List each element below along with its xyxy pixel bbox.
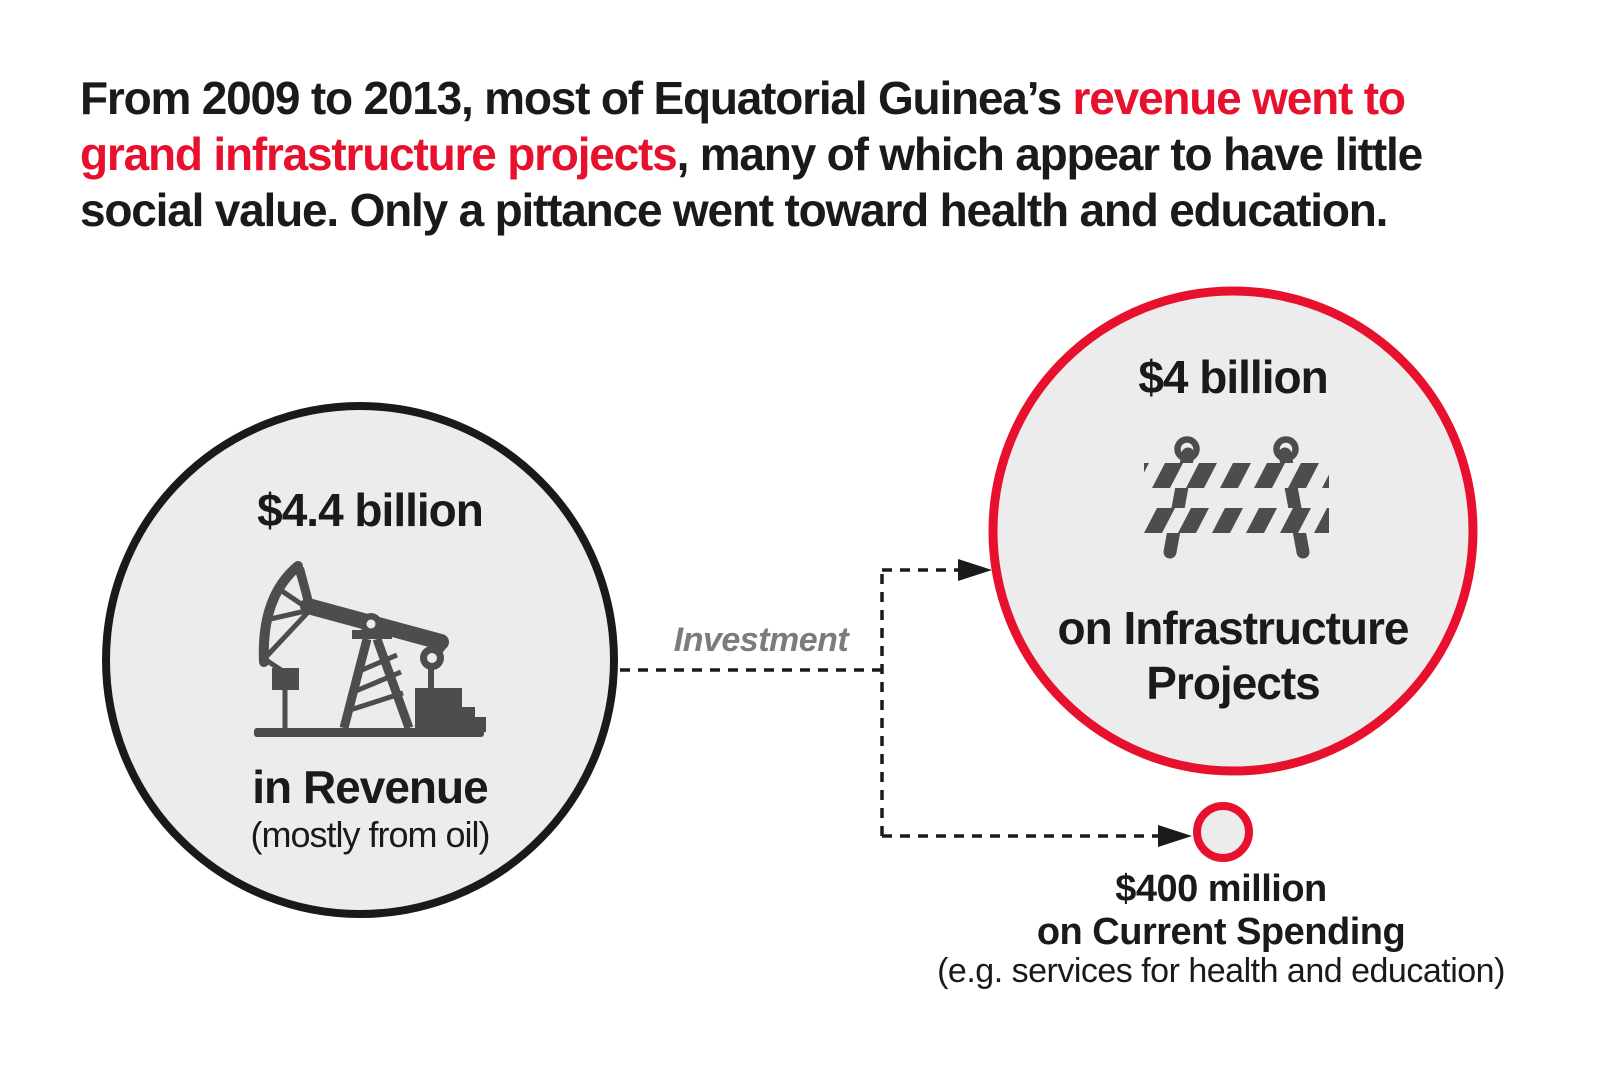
revenue-amount: $4.4 billion	[257, 484, 483, 536]
infrastructure-label-line2: Projects	[1146, 657, 1320, 709]
headline-line2	[80, 126, 1480, 182]
headline-line1-black: From 2009 to 2013, most of Equatorial Guinea’s	[80, 72, 1073, 124]
current-spending-label: on Current Spending	[1036, 911, 1406, 953]
headline-line2-red: grand infrastructure projects	[80, 128, 677, 180]
investment-flow-label: Investment	[673, 621, 849, 659]
current-spending-amount: $400 million	[1115, 868, 1327, 910]
revenue-label: in Revenue	[252, 761, 488, 813]
arrowhead-to-infrastructure-icon	[958, 559, 992, 581]
current-spending-circle	[1197, 806, 1249, 858]
revenue-sublabel: (mostly from oil)	[250, 814, 490, 855]
infrastructure-amount: $4 billion	[1138, 351, 1328, 403]
infrastructure-label-line1: on Infrastructure	[1057, 602, 1409, 654]
headline-line3: social value. Only a pittance went toward health and education.	[80, 184, 1388, 236]
headline-line2-black: , many of which appear to have little	[676, 128, 1423, 180]
current-spending-sublabel: (e.g. services for health and education)	[937, 952, 1505, 990]
headline	[80, 70, 1480, 238]
arrowhead-to-current-spending-icon	[1158, 825, 1192, 847]
headline-line1	[80, 70, 1480, 126]
headline-line1-red: revenue went to	[1072, 72, 1405, 124]
